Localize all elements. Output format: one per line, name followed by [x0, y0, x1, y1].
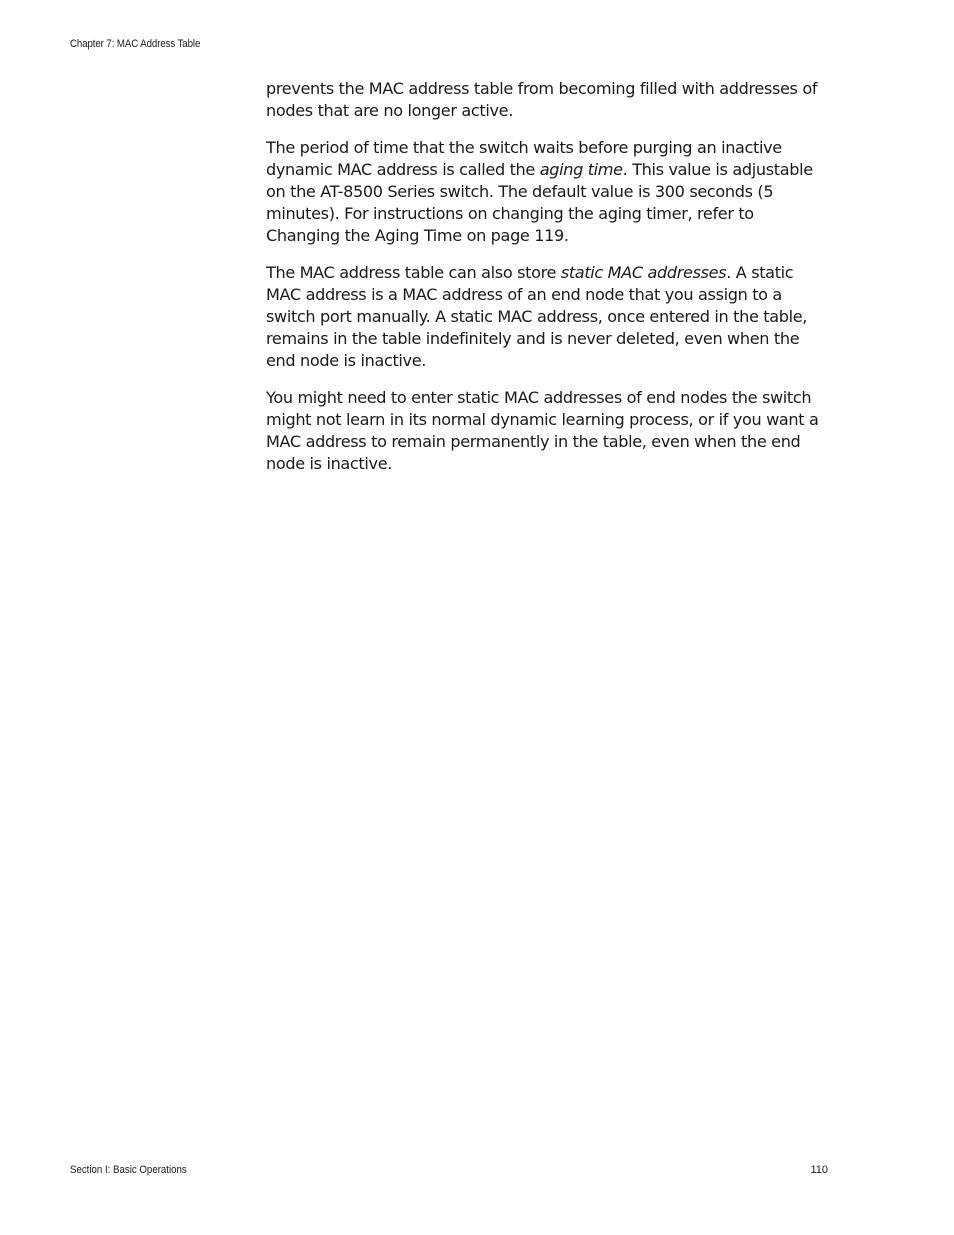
footer-section-title: Section I: Basic Operations [70, 1164, 187, 1176]
paragraph-4: You might need to enter static MAC addresses of end nodes the switch might not learn in its normal dynamic learning process, or if you want a MAC address to remain permanently in the table, even when the end node is inactive. [266, 388, 819, 473]
paragraph-3 [266, 262, 830, 372]
paragraph-2-start: The period of time that the switch waits before purging an inactive dynamic MAC address is called the [266, 138, 782, 179]
running-header: Chapter 7: MAC Address Table [70, 38, 201, 50]
body-text [266, 78, 830, 490]
paragraph-3-end: . A static MAC address is a MAC address of an end node that you assign to a switch port manually. A static MAC address, once entered in the table, remains in the table indefinitely and is never deleted, even when the end node is inactive. [266, 263, 808, 370]
paragraph-3-start: The MAC address table can also store [266, 263, 561, 282]
paragraph-2 [266, 137, 830, 247]
paragraph-2-end: . This value is adjustable on the AT-8500 Series switch. The default value is 300 seconds (5 minutes). For instructions on changing the aging timer, refer to Changing the Aging Time on page 119. [266, 160, 813, 245]
term-aging-time: aging time [539, 160, 623, 179]
footer-page-number: 110 [810, 1164, 828, 1176]
term-static-mac-addresses: static MAC addresses [560, 263, 727, 282]
paragraph-1: prevents the MAC address table from becoming filled with addresses of nodes that are no longer active. [266, 79, 818, 120]
